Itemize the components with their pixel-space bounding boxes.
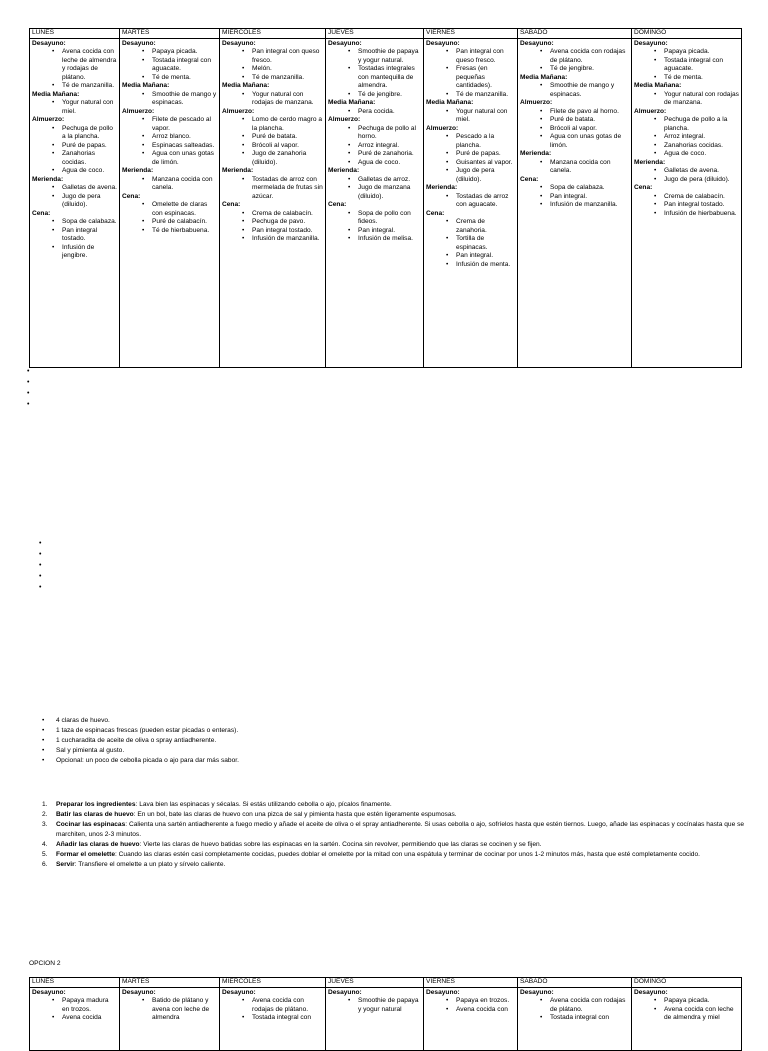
empty-bullet-list [27,366,37,410]
meal-item: • Arroz blanco. [152,133,217,142]
meal-item: • Té de jengibre. [358,91,421,100]
recipe-step [42,850,746,860]
meal-item-list [634,48,739,82]
meal-item: • Pan integral tostado. [252,227,323,236]
meal-item: • Agua con unas gotas de limón. [550,133,629,150]
meal-item: • Arroz integral. [358,142,421,151]
meal-item: • Filete de pescado al vapor. [152,116,217,133]
day-header-miercoles: MIERCOLES [220,978,326,988]
meal-item: • Espinacas salteadas. [152,142,217,151]
step-number: 5. [42,851,48,858]
step-title: Servir [56,861,75,868]
meal-item-list [520,48,629,74]
meal-title: Merienda: [32,175,64,183]
day-header-lunes: LUNES [30,29,120,39]
ingredient-item: • Opcional: un poco de cebolla picada o ajo para dar más sabor. [56,756,756,766]
empty-bullet [27,388,37,399]
day-cell [326,38,424,367]
meal-title: Almuerzo: [520,99,553,106]
meal-item: • Té de manzanilla. [252,74,323,83]
meal-item: • Batido de plátano y avena con leche de almendra [152,997,217,1023]
meal-title: Cena: [328,201,347,208]
day-header-domingo: DOMINGO [632,29,742,39]
meal-title: Merienda: [222,167,254,174]
meal-item: • Crema de calabacín. [664,193,739,202]
empty-bullet-list [39,538,49,593]
day-cell [424,38,518,367]
meal-item: • Avena cocida con [456,1006,515,1015]
meal-title: Almuerzo: [328,116,361,123]
day-header-jueves: JUEVES [326,29,424,39]
meal-title: Media Mañana: [122,82,170,89]
day-header-sabado: SABADO [518,29,632,39]
meal-item: • Agua de coco. [664,150,739,159]
meal-item-list [328,108,421,117]
step-text: : Lava bien las espinacas y sécalas. Si estás utilizando cebolla o ajo, pícalos finamente. [135,801,392,808]
meal-title: Media Mañana: [426,99,474,106]
step-title: Cocinar las espinacas [56,821,126,828]
meal-item: • Té de hierbabuena. [152,227,217,236]
meal-item-list [122,201,217,235]
meal-item: • Tostadas de arroz con aguacate. [456,193,515,210]
meal-item: • Avena cocida con leche de almendra y miel [664,1006,739,1023]
meal-item: • Avena cocida con rodajas de plátano. [252,997,323,1014]
meal-item: • Manzana cocida con canela. [550,159,629,176]
meal-item-list [426,218,515,269]
day-cell [632,987,742,1050]
day-cell [30,987,120,1050]
meal-item: • Infusión de melisa. [358,235,421,244]
meal-item: • Smoothie de mango y espinacas. [550,82,629,99]
meal-item: • Pechuga de pollo a la plancha. [62,125,117,142]
meal-item: • Smoothie de mango y espinacas. [152,91,217,108]
meal-item-list [122,997,217,1023]
meal-item-list [32,125,117,176]
meal-item-list [426,108,515,125]
step-number: 4. [42,841,48,848]
meal-title: Merienda: [520,150,552,157]
step-text: : Calienta una sartén antiadherente a fuego medio y añade el aceite de oliva o el spray antiadherente. Si usas cebolla o ajo, sofríelos hasta que estén tiernos. Luego, añade las espinacas y cocínalas hasta que se marchiten, unos 2-3 minutos. [56,821,745,838]
meal-title: Desayuno: [520,39,554,47]
meal-title: Desayuno: [634,39,668,47]
meal-title: Desayuno: [222,988,256,996]
recipe-step [42,860,746,870]
meal-item: • Tostada integral con [252,1014,323,1023]
meal-item: • Pan integral. [456,252,515,261]
meal-item: • Puré de zanahoria. [358,150,421,159]
step-number: 3. [42,821,48,828]
meal-item: • Galletas de arroz. [358,176,421,185]
meal-item-list [222,91,323,108]
empty-bullet [27,377,37,388]
meal-item: • Tostadas de arroz con mermelada de frutas sin azúcar. [252,176,323,202]
recipe-step [42,820,746,840]
meal-title: Almuerzo: [122,107,155,115]
meal-item-list [328,176,421,202]
meal-item: • Agua con unas gotas de limón. [152,150,217,167]
meal-title: Desayuno: [426,988,460,996]
step-text: : En un bol, bate las claras de huevo con una pizca de sal y pimienta hasta que estén ligeramente espumosas. [133,811,457,818]
meal-item: • Agua de coco. [62,167,117,176]
meal-item: • Agua de coco. [358,159,421,168]
step-text: : Transfiere el omelette a un plato y sírvelo caliente. [74,861,226,868]
meal-item: • Yogur natural con miel. [62,99,117,116]
meal-item-list [32,99,117,116]
day-header-row [30,29,742,39]
meal-item: • Brócoli al vapor. [252,142,323,151]
weekly-meal-plan-table [29,28,742,368]
day-header-viernes: VIERNES [424,978,518,988]
meal-item: • Fresas (en pequeñas cantidades). [456,65,515,91]
meal-item-list [32,48,117,91]
meal-item: • Pechuga de pollo a la plancha. [664,116,739,133]
meal-title: Desayuno: [328,988,362,996]
meal-item: • Yogur natural con rodajas de manzana. [252,91,323,108]
meal-item-list [328,210,421,244]
meal-item: • Puré de batata. [550,116,629,125]
meal-item: • Yogur natural con miel. [456,108,515,125]
meal-item-list [222,210,323,244]
meal-title: Desayuno: [222,39,256,47]
meal-title: Almuerzo: [634,107,667,115]
day-header-martes: MARTES [120,978,220,988]
meal-item: • Sopa de calabaza. [62,218,117,227]
meal-item: • Té de jengibre. [550,65,629,74]
meal-item: • Arroz integral. [664,133,739,142]
meal-title: Almuerzo: [426,124,459,132]
meal-item: • Avena cocida con rodajas de plátano. [550,997,629,1014]
ingredient-item: • Sal y pimienta al gusto. [56,746,756,756]
step-title: Batir las claras de huevo [56,811,134,818]
day-cell [220,38,326,367]
meal-title: Cena: [520,175,539,183]
meal-item-list [222,48,323,82]
weekly-meal-plan-table-option-2 [29,977,742,1051]
meal-title: Desayuno: [634,988,668,996]
meal-item: • Papaya madura en trozos. [62,997,117,1014]
meal-item-list [222,997,323,1023]
meal-item: • Pechuga de pavo. [252,218,323,227]
meal-title: Merienda: [634,158,666,166]
meal-item: • Infusión de manzanilla. [252,235,323,244]
step-number: 6. [42,861,48,868]
meal-item: • Té de manzanilla. [456,91,515,100]
meal-item-list [426,133,515,184]
step-number: 2. [42,811,48,818]
meal-item: • Brócoli al vapor. [550,125,629,134]
meal-item: • Pan integral con queso fresco. [456,48,515,65]
meal-item: • Crema de calabacín. [252,210,323,219]
meal-item: • Zanahorias cocidas. [62,150,117,167]
meal-item: • Melón. [252,65,323,74]
day-header-domingo: DOMINGO [632,978,742,988]
meal-item: • Pan integral con queso fresco. [252,48,323,65]
meal-item: • Té de menta. [664,74,739,83]
empty-bullet [27,366,37,377]
meal-title: Desayuno: [122,39,156,47]
ingredient-item: • 1 cucharadita de aceite de oliva o spray antiadherente. [56,736,756,746]
meal-item-list [634,116,739,159]
meal-item: • Pan integral tostado. [62,227,117,244]
meal-title: Merienda: [426,184,458,191]
empty-bullet [39,582,49,593]
meal-item-list [520,184,629,210]
meal-item: • Té de menta. [152,74,217,83]
day-header-martes: MARTES [120,29,220,39]
meal-item: • Papaya picada. [152,48,217,57]
meal-item-list [634,167,739,184]
meal-item: • Avena cocida con leche de almendra y rodajas de plátano. [62,48,117,82]
day-cell [632,38,742,367]
meal-item-list [520,159,629,176]
meal-item: • Pescado a la plancha. [456,133,515,150]
meal-title: Merienda: [328,167,360,174]
meal-item: • Infusión de hierbabuena. [664,210,739,219]
meal-item: • Puré de calabacín. [152,218,217,227]
meal-item: • Sopa de pollo con fideos. [358,210,421,227]
meal-title: Desayuno: [122,988,156,996]
step-text: : Cuando las claras estén casi completamente cocidas, puedes doblar el omelette por la mitad con una espátula y terminar de cocinar por unos 1-2 minutos más, hasta que esté completamente cocido. [115,851,700,858]
empty-bullet [39,560,49,571]
recipe-step [42,840,746,850]
day-header-viernes: VIERNES [424,29,518,39]
meal-item: • Infusión de menta. [456,261,515,270]
meal-item: • Filete de pavo al horno. [550,108,629,117]
meal-item-list [32,184,117,210]
meal-plan-row [30,38,742,367]
meal-item-list [520,82,629,99]
meal-item-list [32,218,117,261]
day-header-miercoles: MIERCOLES [220,29,326,39]
day-cell [424,987,518,1050]
meal-title: Media Mañana: [222,82,270,89]
meal-item-list [426,193,515,210]
meal-item: • Infusión de jengibre. [62,244,117,261]
meal-title: Desayuno: [426,39,460,47]
meal-title: Almuerzo: [222,107,255,115]
day-header-row [30,978,742,988]
meal-item-list [520,997,629,1023]
option-2-title: OPCION 2 [29,960,61,967]
meal-item-list [328,48,421,99]
step-title: Añadir las claras de huevo [56,841,140,848]
meal-item: • Tostadas integrales con mantequilla de almendra. [358,65,421,91]
meal-item-list [122,176,217,193]
meal-item: • Jugo de pera (diluido). [664,176,739,185]
empty-bullet [39,571,49,582]
meal-item: • Pan integral tostado. [664,201,739,210]
meal-item-list [122,116,217,167]
meal-item: • Omelette de claras con espinacas. [152,201,217,218]
meal-item: • Pera cocida. [358,108,421,117]
meal-item: • Puré de batata. [252,133,323,142]
meal-item: • Avena cocida con rodajas de plátano. [550,48,629,65]
meal-item-list [32,997,117,1023]
day-cell [518,987,632,1050]
meal-item: • Té de manzanilla. [62,82,117,91]
meal-item: • Pan integral. [550,193,629,202]
meal-item: • Tostada integral con [550,1014,629,1023]
meal-item: • Galletas de avena. [664,167,739,176]
meal-title: Almuerzo: [32,116,65,123]
meal-item: • Papaya picada. [664,48,739,57]
meal-item-list [222,116,323,167]
empty-bullet [27,399,37,410]
meal-title: Cena: [634,184,653,191]
meal-item: • Smoothie de papaya y yogur natural [358,997,421,1014]
meal-item: • Jugo de manzana (diluido). [358,184,421,201]
meal-title: Desayuno: [520,988,554,996]
step-text: : Vierte las claras de huevo batidas sobre las espinacas en la sartén. Cocina sin revolver, permitiendo que las claras se cocinen y se fijen. [139,841,542,848]
meal-item: • Papaya picada. [664,997,739,1006]
meal-item: • Sopa de calabaza. [550,184,629,193]
step-title: Formar el omelette [56,851,115,858]
meal-title: Media Mañana: [634,82,682,89]
meal-item: • Pechuga de pollo al horno. [358,125,421,142]
meal-title: Cena: [222,201,241,208]
meal-item-list [328,997,421,1014]
meal-item: • Jugo de zanahoria (diluido). [252,150,323,167]
meal-item: • Guisantes al vapor. [456,159,515,168]
meal-title: Desayuno: [328,39,362,47]
recipe-step [42,800,746,810]
meal-title: Desayuno: [32,39,66,47]
meal-title: Desayuno: [32,988,66,996]
meal-title: Media Mañana: [520,73,568,81]
meal-item: • Zanahorias cocidas. [664,142,739,151]
recipe-steps [42,800,746,870]
meal-item-list [520,108,629,151]
day-header-lunes: LUNES [30,978,120,988]
meal-item-list [634,91,739,108]
meal-item: • Pan integral. [358,227,421,236]
meal-item: • Puré de papas. [456,150,515,159]
day-cell [30,38,120,367]
meal-item-list [122,48,217,82]
meal-item: • Smoothie de papaya y yogur natural. [358,48,421,65]
day-cell [120,38,220,367]
meal-item: • Avena cocida [62,1014,117,1023]
meal-item: • Yogur natural con rodajas de manzana. [664,91,739,108]
meal-item-list [634,997,739,1023]
meal-title: Cena: [32,209,51,217]
meal-title: Cena: [122,192,141,200]
meal-item: • Puré de papas. [62,142,117,151]
meal-item-list [122,91,217,108]
meal-item-list [426,997,515,1014]
empty-bullet [39,549,49,560]
day-cell [326,987,424,1050]
ingredient-item: • 1 taza de espinacas frescas (pueden estar picadas o enteras). [56,726,756,736]
meal-item-list [634,193,739,219]
meal-item: • Infusión de manzanilla. [550,201,629,210]
meal-title: Media Mañana: [328,99,376,106]
day-cell [518,38,632,367]
meal-item: • Crema de zanahoria. [456,218,515,235]
ingredient-item: • 4 claras de huevo. [56,716,756,726]
meal-item-list [426,48,515,99]
meal-item: • Jugo de pera (diluido). [62,193,117,210]
meal-item: • Tostada integral con aguacate. [664,57,739,74]
meal-item: • Tortilla de espinacas. [456,235,515,252]
day-header-sabado: SABADO [518,978,632,988]
day-cell [220,987,326,1050]
meal-title: Merienda: [122,167,154,174]
meal-item: • Galletas de avena. [62,184,117,193]
empty-bullet [39,538,49,549]
meal-plan-row [30,987,742,1050]
meal-item-list [222,176,323,202]
step-number: 1. [42,801,48,808]
meal-item: • Tostada integral con aguacate. [152,57,217,74]
meal-title: Cena: [426,209,445,217]
step-title: Preparar los ingredientes [56,801,136,808]
meal-item-list [328,125,421,168]
meal-title: Media Mañana: [32,90,80,98]
meal-item: • Papaya en trozos. [456,997,515,1006]
day-cell [120,987,220,1050]
meal-item: • Lomo de cerdo magro a la plancha. [252,116,323,133]
recipe-step [42,810,746,820]
ingredient-list [42,716,756,766]
meal-item: • Jugo de pera (diluido). [456,167,515,184]
meal-item: • Manzana cocida con canela. [152,176,217,193]
day-header-jueves: JUEVES [326,978,424,988]
